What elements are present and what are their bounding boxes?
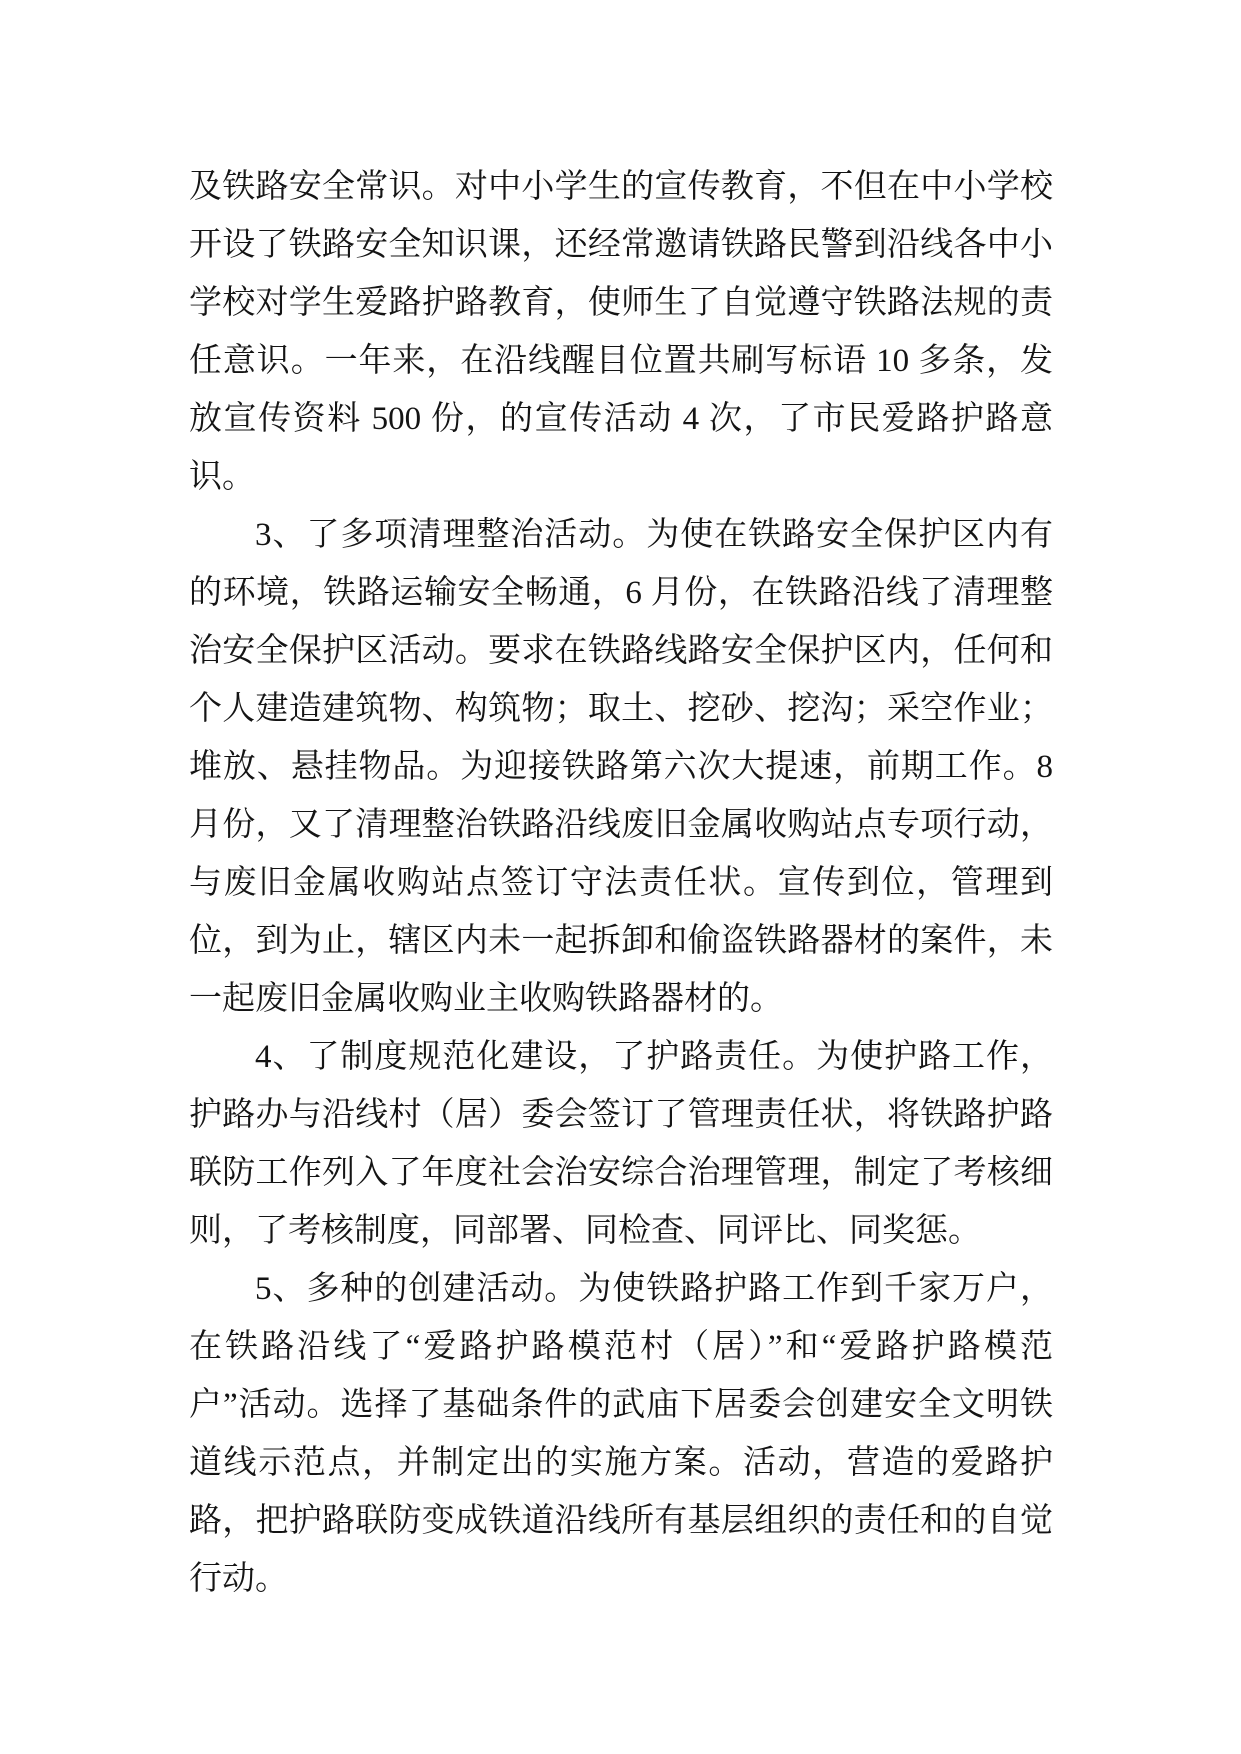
paragraph-continuation: 及铁路安全常识。对中小学生的宣传教育，不但在中小学校开设了铁路安全知识课，还经常邀请铁路民警到沿线各中小学校对学生爱路护路教育，使师生了自觉遵守铁路法规的责任意识。一年来，在沿线醒目位置共刷写标语 10 多条，发放宣传资料 500 份，的宣传活动 4 次，了市民爱路护路意识。 (189, 169, 1053, 495)
paragraph-item-3: 3、了多项清理整治活动。为使在铁路安全保护区内有的环境，铁路运输安全畅通，6 月份，在铁路沿线了清理整治安全保护区活动。要求在铁路线路安全保护区内，任何和个人建造建筑物、构筑物；取土、挖砂、挖沟；采空作业；堆放、悬挂物品。为迎接铁路第六次大提速，前期工作。8 月份，又了清理整治铁路沿线废旧金属收购站点专项行动，与废旧金属收购站点签订守法责任状。宣传到位，管理到位，到为止，辖区内未一起拆卸和偷盗铁路器材的案件，未一起废旧金属收购业主收购铁路器材的。 (189, 517, 1053, 1017)
paragraph-item-4: 4、了制度规范化建设，了护路责任。为使护路工作，护路办与沿线村（居）委会签订了管理责任状，将铁路护路联防工作列入了年度社会治安综合治理管理，制定了考核细则，了考核制度，同部署、同检查、同评比、同奖惩。 (189, 1039, 1053, 1249)
paragraph-item-5: 5、多种的创建活动。为使铁路护路工作到千家万户，在铁路沿线了“爱路护路模范村（居）”和“爱路护路模范户”活动。选择了基础条件的武庙下居委会创建安全文明铁道线示范点，并制定出的实施方案。活动，营造的爱路护路，把护路联防变成铁道沿线所有基层组织的责任和的自觉行动。 (189, 1271, 1053, 1597)
document-text-block (189, 158, 1053, 1608)
